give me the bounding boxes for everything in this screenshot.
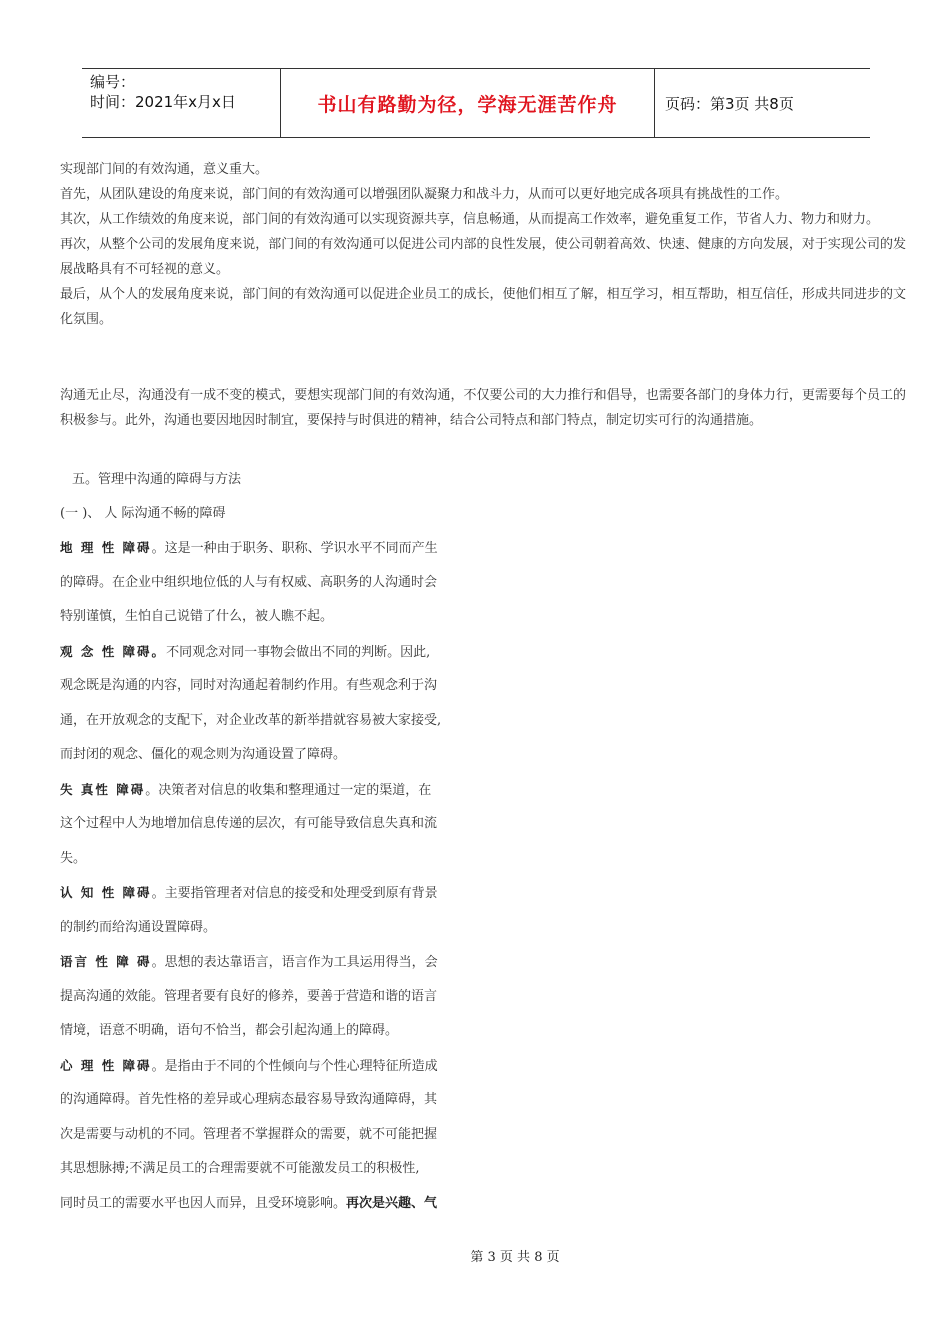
barrier-text: 同时员工的需要水平也因人而异，且受环境影响。 [60, 1195, 347, 1211]
subsection-heading-block [60, 501, 906, 526]
subsection-heading: (一 )、 人 际沟通不畅的障碍 [60, 506, 226, 521]
header-motto: 书山有路勤为径，学海无涯苦作舟 [317, 93, 618, 116]
header-motto-cell [281, 69, 655, 137]
barrier-text: 。决策者对信息的收集和整理通过一定的渠道，在 [145, 782, 432, 798]
barrier-text: 不同观念对同一事物会做出不同的判断。因此, [166, 644, 431, 660]
summary-paragraph: 沟通无止尽，沟通没有一成不变的模式，要想实现部门间的有效沟通，不仅要公司的大力推行和倡导，也需要各部门的身体力行，更需要每个员工的积极参与。此外，沟通也要因地因时制宜，要保持与时俱进的精神，结合公司特点和部门特点，制定切实可行的沟通措施。 [60, 388, 906, 428]
paragraph: 再次，从整个公司的发展角度来说，部门间的有效沟通可以促进公司内部的良性发展，使公司朝着高效、快速、健康的方向发展，对于实现公司的发展战略具有不可轻视的意义。 [60, 237, 906, 277]
serial-label: 编号： [90, 73, 136, 91]
barrier-term: 失 真性 障碍 [60, 781, 146, 797]
header-page-cell [655, 69, 870, 137]
barrier-line: 观念既是沟通的内容，同时对沟通起着制约作用。有些观念利于沟 [60, 678, 438, 693]
barrier-text: 。主要指管理者对信息的接受和处理受到原有背景 [151, 886, 438, 901]
barrier-line [60, 531, 480, 566]
paragraph: 实现部门间的有效沟通，意义重大。 [60, 162, 269, 177]
paragraph: 首先，从团队建设的角度来说，部门间的有效沟通可以增强团队凝聚力和战斗力，从而可以更好地完成各项具有挑战性的工作。 [60, 187, 789, 202]
barrier-term: 地 理 性 障碍 [60, 540, 152, 555]
section-heading: 五。管理中沟通的障碍与方法 [72, 472, 242, 487]
barrier-line: 特别谨慎，生怕自己说错了什么，被人瞧不起。 [60, 609, 334, 624]
barrier-text: 。思想的表达靠语言，语言作为工具运用得当，会 [151, 955, 438, 970]
barrier-line: 次是需要与动机的不同。管理者不掌握群众的需要，就不可能把握 [60, 1126, 438, 1142]
barrier-text: 。这是一种由于职务、职称、学识水平不同而产生 [151, 541, 438, 556]
barrier-term: 认 知 性 障碍 [60, 885, 152, 900]
date-label: 时间：2021年x月x日 [90, 93, 236, 111]
barrier-line: 这个过程中人为地增加信息传递的层次，有可能导致信息失真和流 [60, 816, 438, 831]
barrier-line [60, 773, 480, 808]
paragraph: 其次，从工作绩效的角度来说，部门间的有效沟通可以实现资源共享，信息畅通，从而提高工作效率，避免重复工作，节省人力、物力和财力。 [60, 212, 880, 227]
barrier-line: 的制约而给沟通设置障碍。 [60, 919, 217, 935]
barrier-line: 提高沟通的效能。管理者要有良好的修养，要善于营造和谐的语言 [60, 988, 438, 1004]
summary-paragraph-block [60, 383, 906, 433]
barrier-line: 的沟通障碍。首先性格的差异或心理病态最容易导致沟通障碍，其 [60, 1092, 438, 1107]
barrier-line: 通，在开放观念的支配下，对企业改革的新举措就容易被大家接受, [60, 712, 442, 728]
header-page-info: 页码：第3页 共8页 [665, 94, 794, 113]
paragraph: 最后，从个人的发展角度来说，部门间的有效沟通可以促进企业员工的成长，使他们相互了解，相互学习，相互帮助，相互信任，形成共同进步的文化氛围。 [60, 287, 906, 327]
barrier-line [60, 1049, 480, 1084]
barrier-line: 的障碍。在企业中组织地位低的人与有权威、高职务的人沟通时会 [60, 574, 438, 590]
barrier-line: 而封闭的观念、僵化的观念则为沟通设置了障碍。 [60, 747, 347, 762]
barrier-line [60, 945, 480, 980]
barrier-text: 。是指由于不同的个性倾向与个性心理特征所造成 [151, 1058, 438, 1074]
barrier-line: 其思想脉搏;不满足员工的合理需要就不可能激发员工的积极性, [60, 1161, 420, 1176]
barrier-term: 观 念 性 障碍。 [60, 643, 167, 659]
barrier-bold-tail: 再次是兴趣、气 [346, 1195, 438, 1211]
page-footer: 第 3 页 共 8 页 [470, 1250, 560, 1265]
page-header [82, 68, 870, 138]
barrier-line [60, 635, 480, 670]
barrier-line: 情境，语意不明确，语句不恰当，都会引起沟通上的障碍。 [60, 1023, 399, 1038]
header-meta [82, 69, 281, 137]
intro-paragraphs [60, 157, 906, 332]
barrier-line: 失。 [60, 850, 87, 866]
barrier-line [60, 876, 480, 911]
barrier-term: 心 理 性 障碍 [60, 1057, 152, 1073]
barrier-list [60, 531, 480, 1221]
section-heading-block [60, 467, 906, 492]
barrier-line [60, 1187, 480, 1222]
barrier-term: 语言 性 障 碍 [60, 954, 152, 969]
